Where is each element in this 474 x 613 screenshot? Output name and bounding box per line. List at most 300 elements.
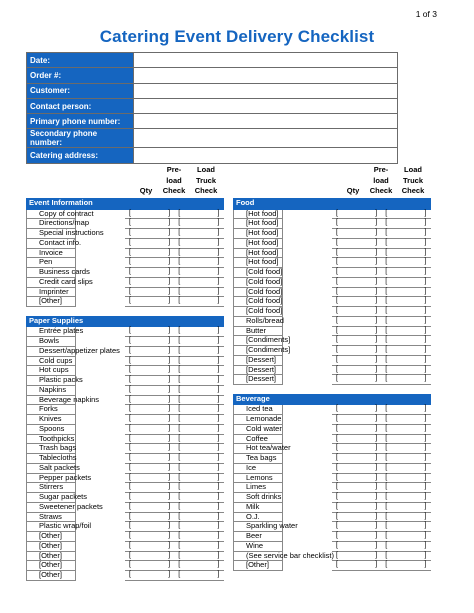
bracket-open: [ — [385, 424, 388, 432]
qty-field[interactable] — [283, 238, 332, 248]
section-title: Paper Supplies — [27, 316, 224, 327]
preload-checkbox[interactable] — [125, 337, 174, 347]
preload-checkbox[interactable] — [125, 366, 174, 376]
truck-checkbox[interactable] — [174, 287, 223, 297]
truck-checkbox[interactable] — [381, 229, 430, 239]
bracket-close: ] — [424, 483, 427, 491]
truck-checkbox[interactable] — [381, 532, 430, 542]
preload-checkbox[interactable] — [332, 355, 381, 365]
qty-field[interactable] — [76, 571, 125, 581]
truck-checkbox[interactable] — [174, 454, 223, 464]
bracket-open: [ — [336, 375, 338, 383]
preload-checkbox[interactable] — [332, 287, 381, 297]
truck-checkbox[interactable] — [381, 434, 430, 444]
item-label: [Hot food] — [234, 258, 283, 268]
bracket-close: ] — [424, 532, 427, 539]
preload-checkbox[interactable] — [332, 346, 381, 356]
bracket-open: [ — [336, 277, 338, 285]
truck-checkbox[interactable] — [174, 415, 223, 425]
truck-checkbox[interactable] — [174, 248, 223, 258]
bracket-open: [ — [385, 326, 388, 334]
item-label: Coffee — [234, 434, 283, 444]
preload-checkbox[interactable] — [332, 463, 381, 473]
preload-checkbox[interactable] — [332, 307, 381, 317]
preload-checkbox[interactable] — [125, 571, 174, 581]
truck-checkbox[interactable] — [174, 512, 223, 522]
truck-checkbox[interactable] — [174, 561, 223, 571]
truck-checkbox[interactable] — [381, 415, 430, 425]
preload-checkbox[interactable] — [332, 522, 381, 532]
qty-field[interactable] — [283, 405, 332, 415]
truck-checkbox[interactable] — [381, 336, 430, 346]
preload-checkbox[interactable] — [125, 541, 174, 551]
preload-header-right: Pre- load Check — [369, 165, 393, 195]
truck-checkbox[interactable] — [381, 473, 430, 483]
bracket-open: [ — [178, 483, 181, 491]
bracket-open: [ — [385, 512, 388, 520]
qty-field[interactable] — [76, 561, 125, 571]
checklist-row — [27, 571, 224, 581]
preload-checkbox[interactable] — [332, 424, 381, 434]
qty-field[interactable] — [76, 532, 125, 542]
preload-checkbox[interactable] — [332, 219, 381, 229]
preload-checkbox[interactable] — [125, 493, 174, 503]
qty-field[interactable] — [283, 415, 332, 425]
truck-checkbox[interactable] — [174, 337, 223, 347]
truck-checkbox[interactable] — [381, 483, 430, 493]
bracket-open: [ — [178, 551, 181, 559]
preload-checkbox[interactable] — [332, 268, 381, 278]
info-row — [27, 68, 398, 83]
truck-checkbox[interactable] — [381, 405, 430, 415]
bracket-open: [ — [178, 229, 181, 236]
truck-checkbox[interactable] — [174, 366, 223, 376]
qty-field[interactable] — [76, 366, 125, 376]
bracket-open: [ — [385, 375, 388, 383]
qty-field[interactable] — [283, 355, 332, 365]
preload-checkbox[interactable] — [332, 473, 381, 483]
bracket-close: ] — [168, 502, 171, 510]
bracket-open: [ — [129, 366, 131, 374]
truck-checkbox[interactable] — [381, 326, 430, 336]
preload-checkbox[interactable] — [125, 287, 174, 297]
preload-checkbox[interactable] — [332, 561, 381, 571]
preload-checkbox[interactable] — [332, 258, 381, 268]
item-label: [Hot food] — [234, 229, 283, 239]
qty-field[interactable] — [283, 316, 332, 326]
bracket-close: ] — [217, 268, 220, 275]
bracket-open: [ — [385, 415, 388, 422]
qty-field[interactable] — [283, 473, 332, 483]
bracket-close: ] — [217, 541, 220, 549]
truck-checkbox[interactable] — [174, 356, 223, 366]
bracket-close: ] — [217, 463, 220, 471]
bracket-close: ] — [375, 532, 378, 539]
truck-checkbox[interactable] — [174, 502, 223, 512]
preload-checkbox[interactable] — [125, 522, 174, 532]
preload-checkbox[interactable] — [332, 541, 381, 551]
truck-checkbox[interactable] — [381, 248, 430, 258]
truck-checkbox[interactable] — [381, 297, 430, 307]
preload-checkbox[interactable] — [125, 532, 174, 542]
qty-field[interactable] — [76, 434, 125, 444]
qty-field[interactable] — [76, 463, 125, 473]
qty-field[interactable] — [76, 356, 125, 366]
qty-field[interactable] — [283, 454, 332, 464]
qty-field[interactable] — [283, 532, 332, 542]
preload-checkbox[interactable] — [332, 248, 381, 258]
truck-checkbox[interactable] — [174, 277, 223, 287]
bracket-open: [ — [336, 551, 338, 559]
preload-checkbox[interactable] — [125, 561, 174, 571]
preload-checkbox[interactable] — [332, 375, 381, 385]
qty-field[interactable] — [283, 229, 332, 239]
truck-checkbox[interactable] — [381, 463, 430, 473]
truck-checkbox[interactable] — [174, 395, 223, 405]
preload-checkbox[interactable] — [332, 532, 381, 542]
qty-field[interactable] — [283, 287, 332, 297]
qty-field[interactable] — [283, 297, 332, 307]
preload-checkbox[interactable] — [125, 376, 174, 386]
bracket-close: ] — [168, 424, 171, 432]
bracket-open: [ — [385, 209, 388, 217]
bracket-close: ] — [217, 287, 220, 295]
truck-checkbox[interactable] — [174, 219, 223, 229]
bracket-close: ] — [424, 415, 427, 422]
qty-field[interactable] — [283, 277, 332, 287]
left-checklist — [26, 198, 224, 581]
bracket-close: ] — [217, 493, 220, 500]
bracket-open: [ — [129, 463, 131, 471]
qty-field[interactable] — [76, 424, 125, 434]
truck-checkbox[interactable] — [381, 346, 430, 356]
qty-field[interactable] — [283, 248, 332, 258]
bracket-close: ] — [168, 356, 171, 364]
info-value-field[interactable] — [134, 53, 398, 68]
bracket-open: [ — [178, 209, 181, 217]
bracket-open: [ — [178, 395, 181, 403]
preload-checkbox[interactable] — [125, 327, 174, 337]
truck-checkbox[interactable] — [174, 541, 223, 551]
truck-checkbox[interactable] — [174, 297, 223, 307]
qty-field[interactable] — [283, 326, 332, 336]
preload-checkbox[interactable] — [332, 297, 381, 307]
truck-checkbox[interactable] — [174, 346, 223, 356]
page-number: 1 of 3 — [415, 9, 437, 19]
bracket-open: [ — [336, 307, 338, 314]
truck-checkbox[interactable] — [174, 238, 223, 248]
qty-field[interactable] — [76, 405, 125, 415]
preload-checkbox[interactable] — [125, 385, 174, 395]
truck-checkbox[interactable] — [174, 209, 223, 219]
preload-checkbox[interactable] — [125, 512, 174, 522]
preload-checkbox[interactable] — [332, 493, 381, 503]
truck-checkbox[interactable] — [174, 258, 223, 268]
qty-field[interactable] — [283, 493, 332, 503]
qty-field[interactable] — [283, 219, 332, 229]
preload-checkbox[interactable] — [125, 395, 174, 405]
qty-field[interactable] — [283, 268, 332, 278]
item-label: Beer — [234, 532, 283, 542]
truck-checkbox[interactable] — [381, 219, 430, 229]
preload-checkbox[interactable] — [125, 356, 174, 366]
truck-checkbox[interactable] — [381, 277, 430, 287]
info-value-field[interactable] — [134, 98, 398, 113]
section-header — [234, 394, 431, 405]
bracket-close: ] — [217, 444, 220, 452]
bracket-close: ] — [424, 287, 427, 295]
truck-checkbox[interactable] — [381, 287, 430, 297]
section-gap — [27, 307, 224, 317]
truck-checkbox[interactable] — [174, 376, 223, 386]
bracket-close: ] — [375, 541, 378, 549]
truck-checkbox[interactable] — [381, 209, 430, 219]
item-label: Sweetener packets — [27, 502, 76, 512]
bracket-open: [ — [129, 258, 131, 266]
truck-checkbox[interactable] — [381, 561, 430, 571]
qty-field[interactable] — [76, 385, 125, 395]
qty-field[interactable] — [76, 454, 125, 464]
preload-checkbox[interactable] — [332, 277, 381, 287]
bracket-close: ] — [217, 532, 220, 539]
qty-field[interactable] — [76, 541, 125, 551]
preload-checkbox[interactable] — [332, 336, 381, 346]
truck-checkbox[interactable] — [381, 375, 430, 385]
bracket-close: ] — [424, 454, 427, 461]
info-row — [27, 83, 398, 98]
truck-checkbox[interactable] — [174, 483, 223, 493]
info-row — [27, 148, 398, 163]
info-value-field[interactable] — [134, 148, 398, 163]
item-label: [Hot food] — [234, 219, 283, 229]
bracket-open: [ — [178, 502, 181, 510]
bracket-open: [ — [129, 483, 131, 491]
truck-checkbox[interactable] — [381, 551, 430, 561]
preload-checkbox[interactable] — [125, 444, 174, 454]
preload-checkbox[interactable] — [125, 248, 174, 258]
item-label: [Hot food] — [234, 209, 283, 219]
bracket-close: ] — [375, 297, 378, 305]
preload-checkbox[interactable] — [125, 297, 174, 307]
truck-checkbox[interactable] — [174, 444, 223, 454]
preload-checkbox[interactable] — [125, 229, 174, 239]
qty-field[interactable] — [283, 258, 332, 268]
info-value-field[interactable] — [134, 83, 398, 98]
qty-field[interactable] — [76, 238, 125, 248]
truck-checkbox[interactable] — [174, 327, 223, 337]
bracket-open: [ — [336, 219, 338, 227]
item-label: Contact info. — [27, 238, 76, 248]
bracket-open: [ — [178, 424, 181, 432]
bracket-open: [ — [129, 541, 131, 549]
preload-checkbox[interactable] — [125, 209, 174, 219]
preload-checkbox[interactable] — [332, 415, 381, 425]
info-value-field[interactable] — [134, 114, 398, 129]
section-header — [27, 316, 224, 327]
qty-field[interactable] — [283, 541, 332, 551]
qty-field[interactable] — [76, 248, 125, 258]
bracket-close: ] — [217, 405, 220, 413]
bracket-open: [ — [129, 376, 131, 383]
preload-checkbox[interactable] — [332, 502, 381, 512]
qty-field[interactable] — [76, 376, 125, 386]
truck-checkbox[interactable] — [381, 316, 430, 326]
bracket-open: [ — [178, 512, 181, 520]
truck-checkbox[interactable] — [381, 268, 430, 278]
truck-checkbox[interactable] — [381, 541, 430, 551]
qty-field[interactable] — [76, 287, 125, 297]
truck-checkbox[interactable] — [174, 405, 223, 415]
item-label: [Cold food] — [234, 277, 283, 287]
bracket-close: ] — [217, 571, 220, 578]
truck-checkbox[interactable] — [381, 444, 430, 454]
truck-checkbox[interactable] — [381, 512, 430, 522]
truck-checkbox[interactable] — [174, 571, 223, 581]
qty-field[interactable] — [76, 444, 125, 454]
preload-checkbox[interactable] — [332, 434, 381, 444]
preload-checkbox[interactable] — [125, 463, 174, 473]
qty-field[interactable] — [76, 297, 125, 307]
preload-checkbox[interactable] — [125, 415, 174, 425]
truck-checkbox[interactable] — [174, 268, 223, 278]
info-value-field[interactable] — [134, 68, 398, 83]
preload-checkbox[interactable] — [332, 405, 381, 415]
truck-checkbox[interactable] — [381, 493, 430, 503]
truck-checkbox[interactable] — [174, 229, 223, 239]
bracket-close: ] — [168, 444, 171, 452]
preload-checkbox[interactable] — [125, 424, 174, 434]
bracket-open: [ — [178, 248, 181, 256]
preload-checkbox[interactable] — [332, 483, 381, 493]
bracket-open: [ — [129, 532, 131, 539]
qty-field[interactable] — [283, 463, 332, 473]
bracket-close: ] — [375, 326, 378, 334]
preload-checkbox[interactable] — [332, 316, 381, 326]
bracket-close: ] — [375, 209, 378, 217]
bracket-close: ] — [168, 229, 171, 236]
qty-field[interactable] — [283, 561, 332, 571]
item-label: Iced tea — [234, 405, 283, 415]
item-label: Stirrers — [27, 483, 76, 493]
preload-checkbox[interactable] — [332, 512, 381, 522]
qty-field[interactable] — [76, 337, 125, 347]
qty-field[interactable] — [283, 483, 332, 493]
bracket-open: [ — [385, 454, 388, 461]
qty-field[interactable] — [283, 365, 332, 375]
truck-checkbox[interactable] — [174, 493, 223, 503]
checklist-row — [27, 532, 224, 542]
preload-header-left: Pre- load Check — [162, 165, 186, 195]
preload-checkbox[interactable] — [332, 229, 381, 239]
item-label: Bowls — [27, 337, 76, 347]
bracket-open: [ — [336, 229, 338, 236]
preload-checkbox[interactable] — [332, 365, 381, 375]
info-value-field[interactable] — [134, 129, 398, 148]
preload-checkbox[interactable] — [125, 551, 174, 561]
bracket-open: [ — [178, 473, 181, 481]
item-label: [Hot food] — [234, 238, 283, 248]
checklist-row — [234, 522, 431, 532]
bracket-open: [ — [336, 268, 338, 275]
preload-checkbox[interactable] — [125, 238, 174, 248]
qty-field[interactable] — [283, 502, 332, 512]
truck-checkbox[interactable] — [381, 454, 430, 464]
qty-field[interactable] — [76, 415, 125, 425]
bracket-open: [ — [178, 522, 181, 530]
preload-checkbox[interactable] — [332, 238, 381, 248]
preload-checkbox[interactable] — [125, 434, 174, 444]
preload-checkbox[interactable] — [125, 268, 174, 278]
bracket-open: [ — [178, 219, 181, 227]
truck-checkbox[interactable] — [381, 238, 430, 248]
bracket-close: ] — [168, 493, 171, 500]
bracket-close: ] — [424, 561, 427, 569]
info-label: Customer: — [27, 83, 134, 98]
truck-checkbox[interactable] — [174, 551, 223, 561]
truck-checkbox[interactable] — [174, 424, 223, 434]
preload-checkbox[interactable] — [125, 483, 174, 493]
truck-checkbox[interactable] — [381, 307, 430, 317]
truck-checkbox[interactable] — [174, 522, 223, 532]
item-label: Tablecloths — [27, 454, 76, 464]
bracket-open: [ — [336, 561, 338, 569]
bracket-open: [ — [178, 444, 181, 452]
checklist-row — [27, 385, 224, 395]
item-label: Entrée plates — [27, 327, 76, 337]
preload-checkbox[interactable] — [125, 454, 174, 464]
truck-checkbox[interactable] — [174, 385, 223, 395]
truck-checkbox[interactable] — [381, 258, 430, 268]
truck-checkbox[interactable] — [381, 365, 430, 375]
preload-checkbox[interactable] — [125, 405, 174, 415]
item-label: Lemons — [234, 473, 283, 483]
qty-field[interactable] — [283, 424, 332, 434]
preload-checkbox[interactable] — [125, 219, 174, 229]
preload-checkbox[interactable] — [125, 502, 174, 512]
truck-checkbox[interactable] — [381, 424, 430, 434]
preload-checkbox[interactable] — [332, 326, 381, 336]
preload-checkbox[interactable] — [125, 473, 174, 483]
truck-checkbox[interactable] — [381, 502, 430, 512]
preload-checkbox[interactable] — [332, 454, 381, 464]
info-label: Order #: — [27, 68, 134, 83]
truck-checkbox[interactable] — [174, 473, 223, 483]
bracket-close: ] — [424, 375, 427, 383]
preload-checkbox[interactable] — [125, 258, 174, 268]
qty-field[interactable] — [283, 307, 332, 317]
item-label: Plastic wrap/foil — [27, 522, 76, 532]
bracket-open: [ — [385, 551, 388, 559]
preload-checkbox[interactable] — [125, 277, 174, 287]
truck-checkbox[interactable] — [174, 532, 223, 542]
preload-checkbox[interactable] — [125, 346, 174, 356]
qty-field[interactable] — [76, 551, 125, 561]
qty-field[interactable] — [283, 209, 332, 219]
bracket-close: ] — [217, 424, 220, 432]
truck-checkbox[interactable] — [174, 434, 223, 444]
preload-checkbox[interactable] — [332, 551, 381, 561]
preload-checkbox[interactable] — [332, 444, 381, 454]
preload-checkbox[interactable] — [332, 209, 381, 219]
item-label: Napkins — [27, 385, 76, 395]
bracket-open: [ — [336, 512, 338, 520]
truck-checkbox[interactable] — [381, 355, 430, 365]
truck-checkbox[interactable] — [381, 522, 430, 532]
truck-checkbox[interactable] — [174, 463, 223, 473]
bracket-close: ] — [424, 346, 427, 353]
bracket-open: [ — [336, 493, 338, 500]
qty-field[interactable] — [283, 375, 332, 385]
